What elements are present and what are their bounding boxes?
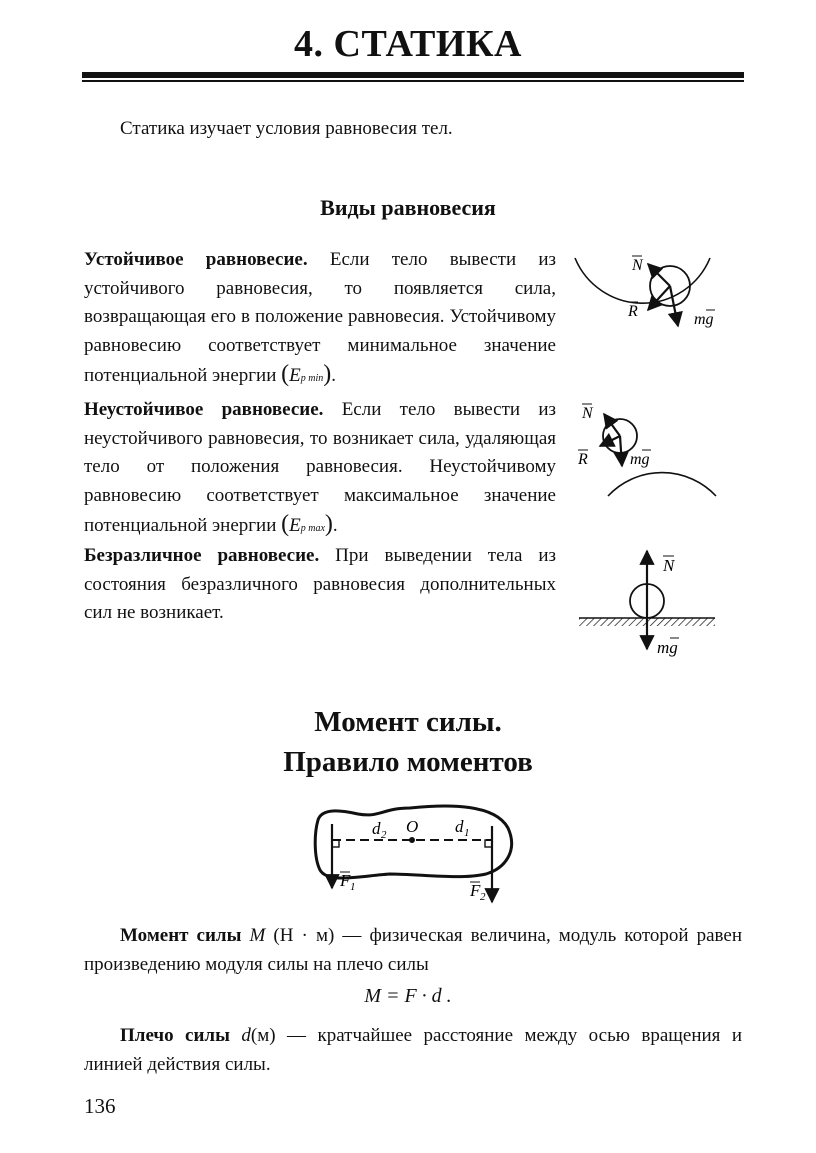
unit-m: (Н · м) bbox=[273, 925, 335, 946]
heading-line-2: Правило моментов bbox=[283, 746, 533, 778]
text-moment: — физическая величина, модуль которой равен произведению модуля силы на плечо силы bbox=[84, 925, 743, 975]
label-f1: F bbox=[340, 871, 351, 890]
label-d2-sub: 2 bbox=[381, 829, 387, 841]
page-number: 136 bbox=[84, 1094, 116, 1118]
label-f2-sub: 2 bbox=[480, 891, 486, 903]
term-arm: Плечо силы bbox=[120, 1025, 230, 1046]
label-o: O bbox=[406, 817, 419, 836]
figure-stable-equilibrium bbox=[570, 248, 730, 353]
term-stable: Устойчивое равновесие. bbox=[84, 249, 308, 270]
section-heading-moment bbox=[0, 702, 816, 782]
label-mg: mg bbox=[694, 311, 714, 328]
text-unstable: Если тело вывести из неустойчивого равновесия, то возникает сила, удаляющая тело от положения равновесия. Неустойчивому равновесию соответствует максимальное значение потенциальной энергии bbox=[84, 399, 557, 536]
label-n: N bbox=[582, 405, 593, 422]
paragraph-moment-def bbox=[84, 922, 742, 979]
section-heading-equilibrium: Виды равновесия bbox=[320, 195, 496, 220]
formula-stable-e: E bbox=[289, 365, 301, 386]
term-moment: Момент силы bbox=[120, 925, 242, 946]
symbol-m: M bbox=[249, 925, 266, 946]
paragraph-arm-def bbox=[84, 1022, 742, 1079]
label-f2: F bbox=[470, 881, 481, 900]
formula-moment: M = F · d . bbox=[364, 985, 452, 1007]
label-d2: d bbox=[372, 819, 381, 838]
intro-text: Статика изучает условия равновесия тел. bbox=[120, 118, 453, 139]
chapter-title: 4. СТАТИКА bbox=[294, 23, 522, 65]
heading-line-1: Момент силы. bbox=[314, 706, 502, 738]
paragraph-neutral bbox=[84, 542, 556, 628]
text-neutral: При выведении тела из состояния безразличного равновесия дополнительных сил не возникает. bbox=[84, 545, 557, 623]
unit-d: (м) bbox=[250, 1025, 276, 1046]
figure-unstable-equilibrium bbox=[570, 398, 730, 503]
figure-moment-body bbox=[310, 806, 520, 906]
figure-neutral-equilibrium bbox=[575, 545, 725, 660]
text-stable: Если тело вывести из устойчивого равновесия, то появляется сила, возвращающая его в положение равновесия. Устойчивому равновесию соответствует минимальное значение потенциальной энергии bbox=[84, 249, 557, 386]
text-arm: — кратчайшее расстояние между осью вращения и линией действия силы. bbox=[84, 1025, 743, 1075]
term-neutral: Безразличное равновесие. bbox=[84, 545, 320, 566]
label-r: R bbox=[578, 451, 588, 468]
label-r: R bbox=[628, 303, 638, 320]
label-mg: mg bbox=[657, 638, 678, 657]
label-n: N bbox=[663, 556, 675, 575]
formula-unstable-e: E bbox=[289, 515, 301, 536]
label-d1-sub: 1 bbox=[464, 827, 470, 839]
label-n: N bbox=[632, 257, 643, 274]
paragraph-unstable: Неустойчивое равновесие. Если тело вывести из неустойчивого равновесия, то возникает сила, удаляющая тело от положения равновесия. Неустойчивому равновесию соответствует максимальное значение потенциальной энергии (Ep max). bbox=[84, 399, 557, 537]
label-f1-sub: 1 bbox=[350, 881, 356, 893]
label-mg: mg bbox=[630, 451, 650, 468]
term-unstable: Неустойчивое равновесие. bbox=[84, 399, 324, 420]
formula-stable-sub: p min bbox=[300, 373, 324, 384]
label-d1: d bbox=[455, 817, 464, 836]
paragraph-stable: Устойчивое равновесие. Если тело вывести из устойчивого равновесия, то появляется сила, возвращающая его в положение равновесия. Устойчивому равновесию соответствует минимальное значение потенциальной энергии (Ep min). bbox=[84, 249, 557, 387]
formula-unstable-sub: p max bbox=[300, 523, 325, 534]
header-rule-thin bbox=[82, 80, 744, 82]
header-rule-thick bbox=[82, 72, 744, 78]
symbol-d: d bbox=[241, 1025, 251, 1046]
